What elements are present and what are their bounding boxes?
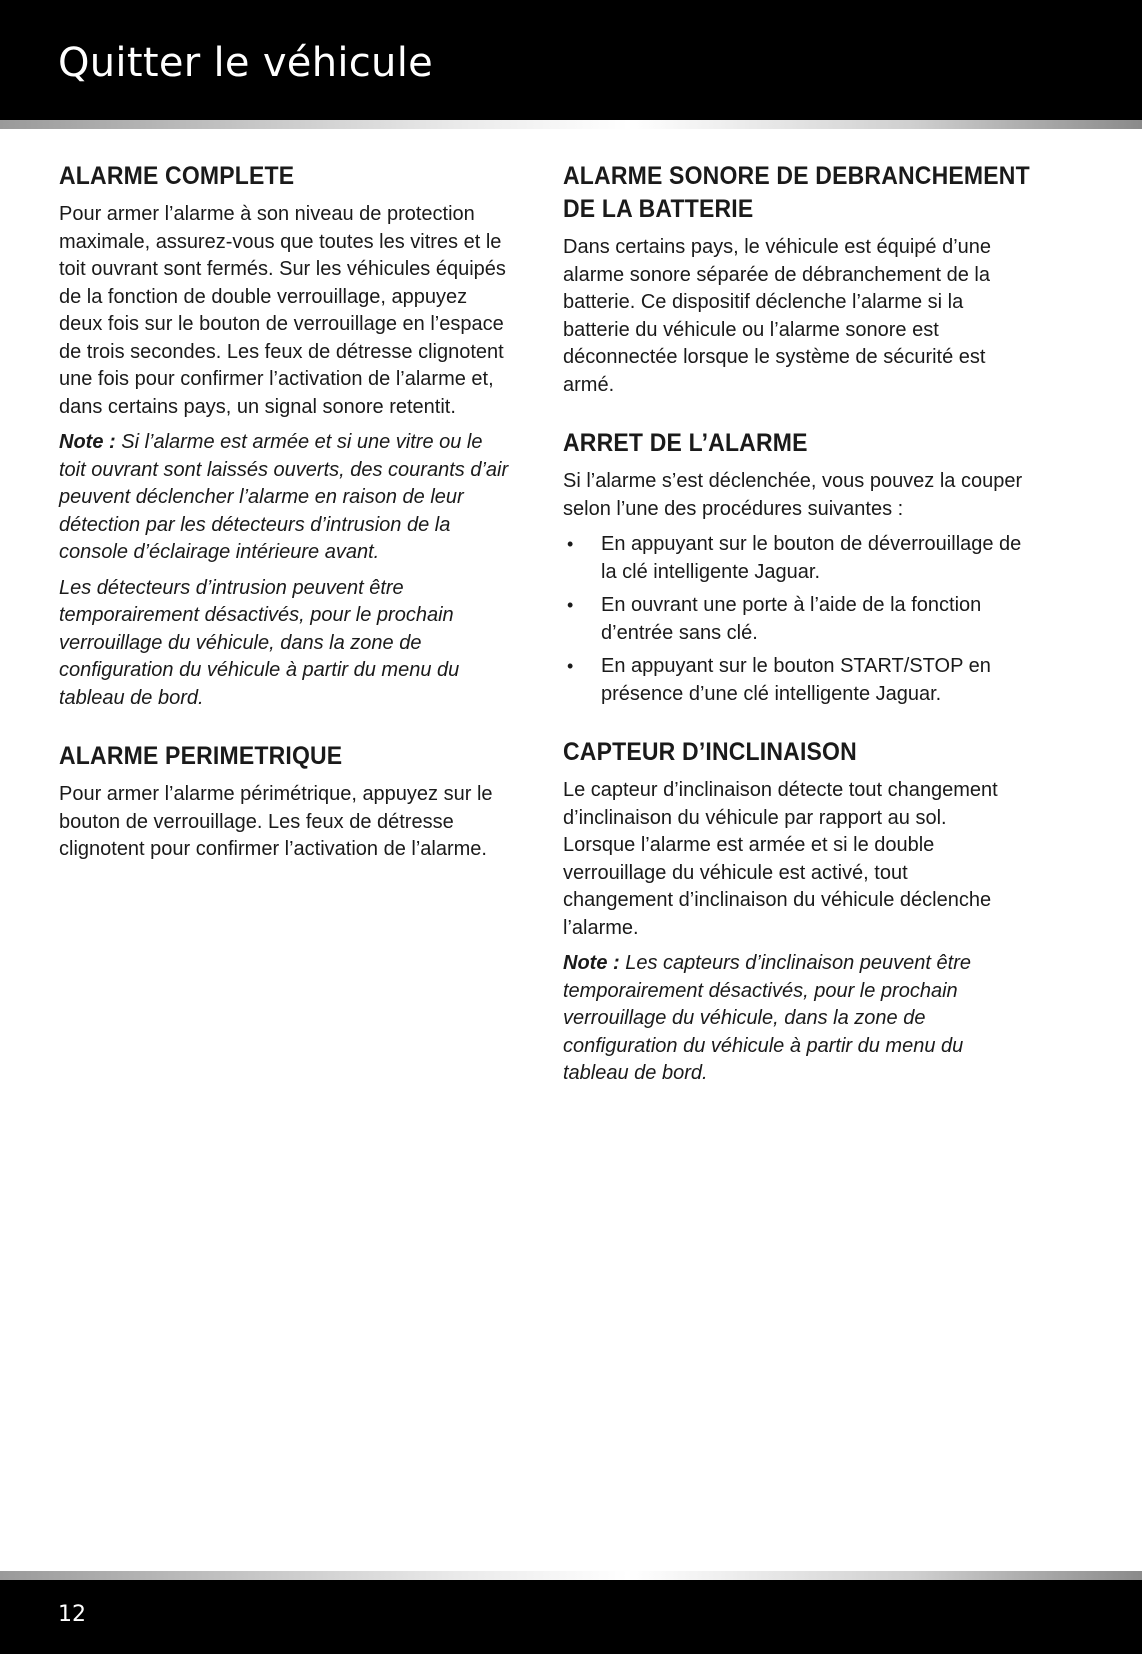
section-heading: ALARME PERIMETRIQUE	[59, 742, 343, 770]
page-number: 12	[58, 1602, 86, 1627]
note-text: Si l’alarme est armée et si une vitre ou le toit ouvrant sont laissés ouverts, des courants d’air peuvent déclencher l’alarme en raison de leur détection par les détecteurs d’intrusion de la console d’éclairage intérieure avant.	[59, 431, 509, 563]
right-column	[563, 160, 1030, 1116]
left-column	[59, 160, 514, 892]
note-text: Les capteurs d’inclinaison peuvent être temporairement désactivés, pour le prochain verrouillage du véhicule, dans la zone de configuration du véhicule à partir du menu du tableau de bord.	[563, 952, 971, 1084]
header-divider	[0, 120, 1142, 129]
section-alarme-sonore	[563, 160, 1030, 399]
list-item: • En appuyant sur le bouton START/STOP en présence d’une clé intelligente Jaguar.	[567, 655, 991, 705]
section-alarme-perimetrique	[59, 740, 514, 864]
note-paragraph-2: Les détecteurs d’intrusion peuvent être temporairement désactivés, pour le prochain verrouillage du véhicule, dans la zone de configuration du véhicule à partir du menu du tableau de bord.	[59, 576, 460, 709]
section-arret-alarme	[563, 427, 1023, 708]
section-body: Le capteur d’inclinaison détecte tout changement d’inclinaison du véhicule par rapport au sol. Lorsque l’alarme est armée et si le double verrouillage du véhicule est activé, tout changement d’inclinaison du véhicule déclenche l’alarme.	[563, 779, 998, 939]
section-capteur-inclinaison	[563, 736, 1023, 1088]
section-heading-line1: ALARME SONORE DE DEBRANCHEMENT	[563, 162, 1030, 190]
section-body: Dans certains pays, le véhicule est équipé d’une alarme sonore séparée de débranchement de la batterie. Ce dispositif déclenche l’alarme si la batterie du véhicule ou l’alarme sonore est déconnectée lorsque le système de sécurité est armé.	[563, 236, 992, 396]
bullet-icon: •	[567, 656, 574, 676]
section-heading: CAPTEUR D’INCLINAISON	[563, 738, 857, 766]
page-footer	[0, 1580, 1142, 1654]
section-body: Pour armer l’alarme périmétrique, appuyez sur le bouton de verrouillage. Les feux de détresse clignotent pour confirmer l’activation de l’alarme.	[59, 783, 493, 860]
note-paragraph	[59, 429, 514, 567]
footer-divider	[0, 1571, 1142, 1580]
list-item: • En ouvrant une porte à l’aide de la fonction d’entrée sans clé.	[567, 594, 982, 644]
note-paragraph	[563, 950, 1023, 1088]
bullet-icon: •	[567, 534, 574, 554]
list-item: • En appuyant sur le bouton de déverrouillage de la clé intelligente Jaguar.	[567, 533, 1022, 583]
bullet-list	[563, 531, 1023, 708]
section-heading: ARRET DE L’ALARME	[563, 429, 808, 457]
page-title: Quitter le véhicule	[58, 40, 434, 86]
section-body: Pour armer l’alarme à son niveau de protection maximale, assurez-vous que toutes les vitres et le toit ouvrant sont fermés. Sur les véhicules équipés de la fonction de double verrouillage, appuyez deux fois sur le bouton de verrouillage en l’espace de trois secondes. Les feux de détresse clignotent une fois pour confirmer l’activation de l’alarme et, dans certains pays, un signal sonore retentit.	[59, 203, 506, 418]
bullet-icon: •	[567, 595, 574, 615]
note-label: Note :	[563, 952, 620, 974]
section-heading-line2: DE LA BATTERIE	[563, 195, 754, 223]
section-alarme-complete	[59, 160, 514, 712]
section-intro: Si l’alarme s’est déclenchée, vous pouvez la couper selon l’une des procédures suivantes :	[563, 470, 1023, 520]
page-header	[0, 0, 1142, 120]
section-heading: ALARME COMPLETE	[59, 162, 295, 190]
note-label: Note :	[59, 431, 116, 453]
